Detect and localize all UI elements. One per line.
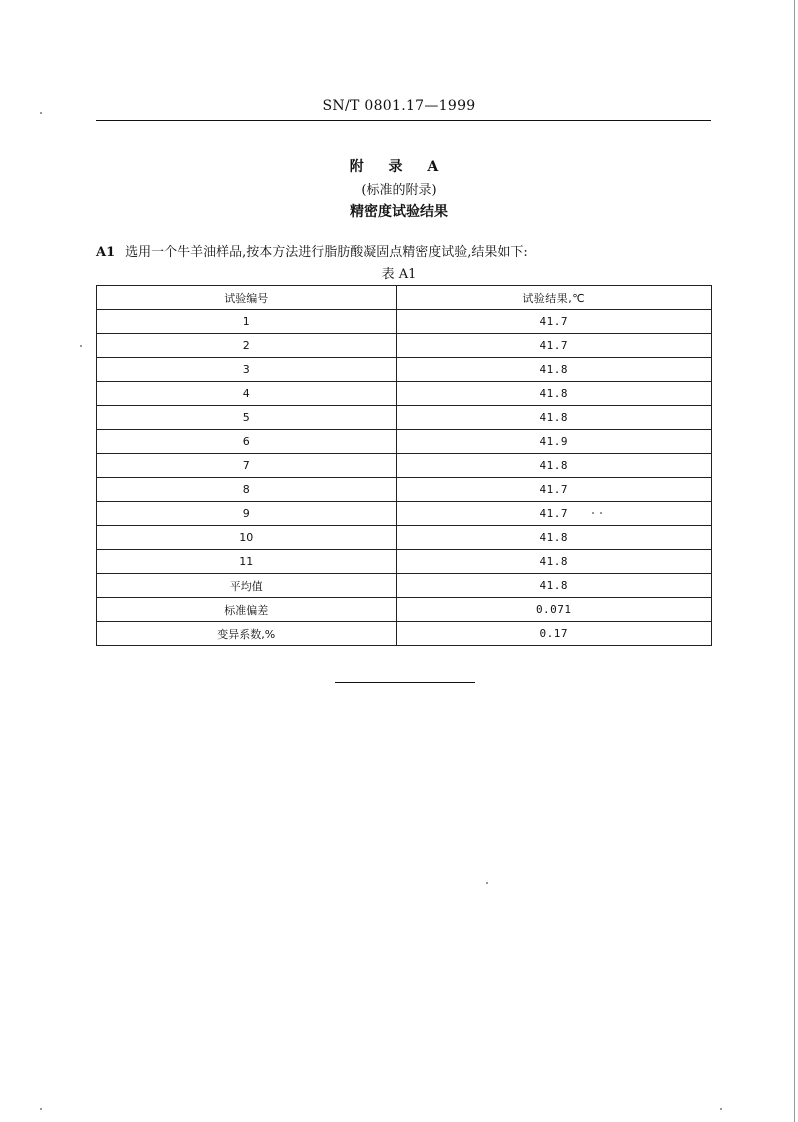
table-row [97, 478, 712, 502]
row-label: 1 [97, 310, 397, 334]
appendix-title: 附 录 A [349, 159, 449, 175]
table-row [97, 358, 712, 382]
table-row [97, 382, 712, 406]
row-value: 41.9 [396, 430, 712, 454]
row-value: 41.7 [396, 478, 712, 502]
row-label: 3 [97, 358, 397, 382]
row-value: 41.8 [396, 526, 712, 550]
table-row [97, 334, 712, 358]
column-header-test-number: 试验编号 [97, 286, 397, 310]
appendix-heading: 精密度试验结果 [350, 204, 448, 220]
row-label: 11 [97, 550, 397, 574]
summary-row-cv [97, 622, 712, 646]
row-label: 平均值 [97, 574, 397, 598]
row-label: 4 [97, 382, 397, 406]
row-value: 41.8 [396, 574, 712, 598]
row-label: 10 [97, 526, 397, 550]
row-value: 41.7 [396, 310, 712, 334]
scan-speck [592, 512, 594, 514]
row-value: 41.7 [396, 502, 712, 526]
row-value: 0.071 [396, 598, 712, 622]
summary-row-mean [97, 574, 712, 598]
table-caption: 表 A1 [381, 267, 417, 282]
row-label: 7 [97, 454, 397, 478]
scan-edge-line [794, 0, 795, 1122]
row-value: 41.8 [396, 382, 712, 406]
table-row [97, 454, 712, 478]
table-row [97, 310, 712, 334]
table-row [97, 550, 712, 574]
row-label: 2 [97, 334, 397, 358]
header-rule [96, 120, 711, 121]
row-label: 8 [97, 478, 397, 502]
appendix-subtitle: (标准的附录) [361, 183, 437, 198]
clause-text: 选用一个牛羊油样品,按本方法进行脂肪酸凝固点精密度试验,结果如下: [125, 245, 528, 260]
clause-a1 [96, 241, 528, 260]
column-header-test-result: 试验结果,℃ [396, 286, 712, 310]
table-header-row [97, 286, 712, 310]
summary-row-std-dev [97, 598, 712, 622]
row-label: 9 [97, 502, 397, 526]
row-label: 6 [97, 430, 397, 454]
row-value: 41.8 [396, 454, 712, 478]
table-row [97, 526, 712, 550]
row-value: 41.8 [396, 550, 712, 574]
row-label: 5 [97, 406, 397, 430]
scan-speck [486, 882, 488, 884]
scan-speck [600, 512, 602, 514]
row-value: 41.7 [396, 334, 712, 358]
results-table [96, 285, 712, 646]
scan-speck [720, 1108, 722, 1110]
row-value: 0.17 [396, 622, 712, 646]
scan-speck [80, 345, 82, 347]
end-rule [335, 682, 475, 683]
row-label: 变异系数,% [97, 622, 397, 646]
scan-speck [40, 112, 42, 114]
table-row [97, 502, 712, 526]
row-label: 标准偏差 [97, 598, 397, 622]
scan-speck [40, 1108, 42, 1110]
table-row [97, 406, 712, 430]
clause-number: A1 [96, 245, 116, 260]
standard-code: SN/T 0801.17—1999 [322, 98, 476, 114]
row-value: 41.8 [396, 406, 712, 430]
row-value: 41.8 [396, 358, 712, 382]
table-row [97, 430, 712, 454]
